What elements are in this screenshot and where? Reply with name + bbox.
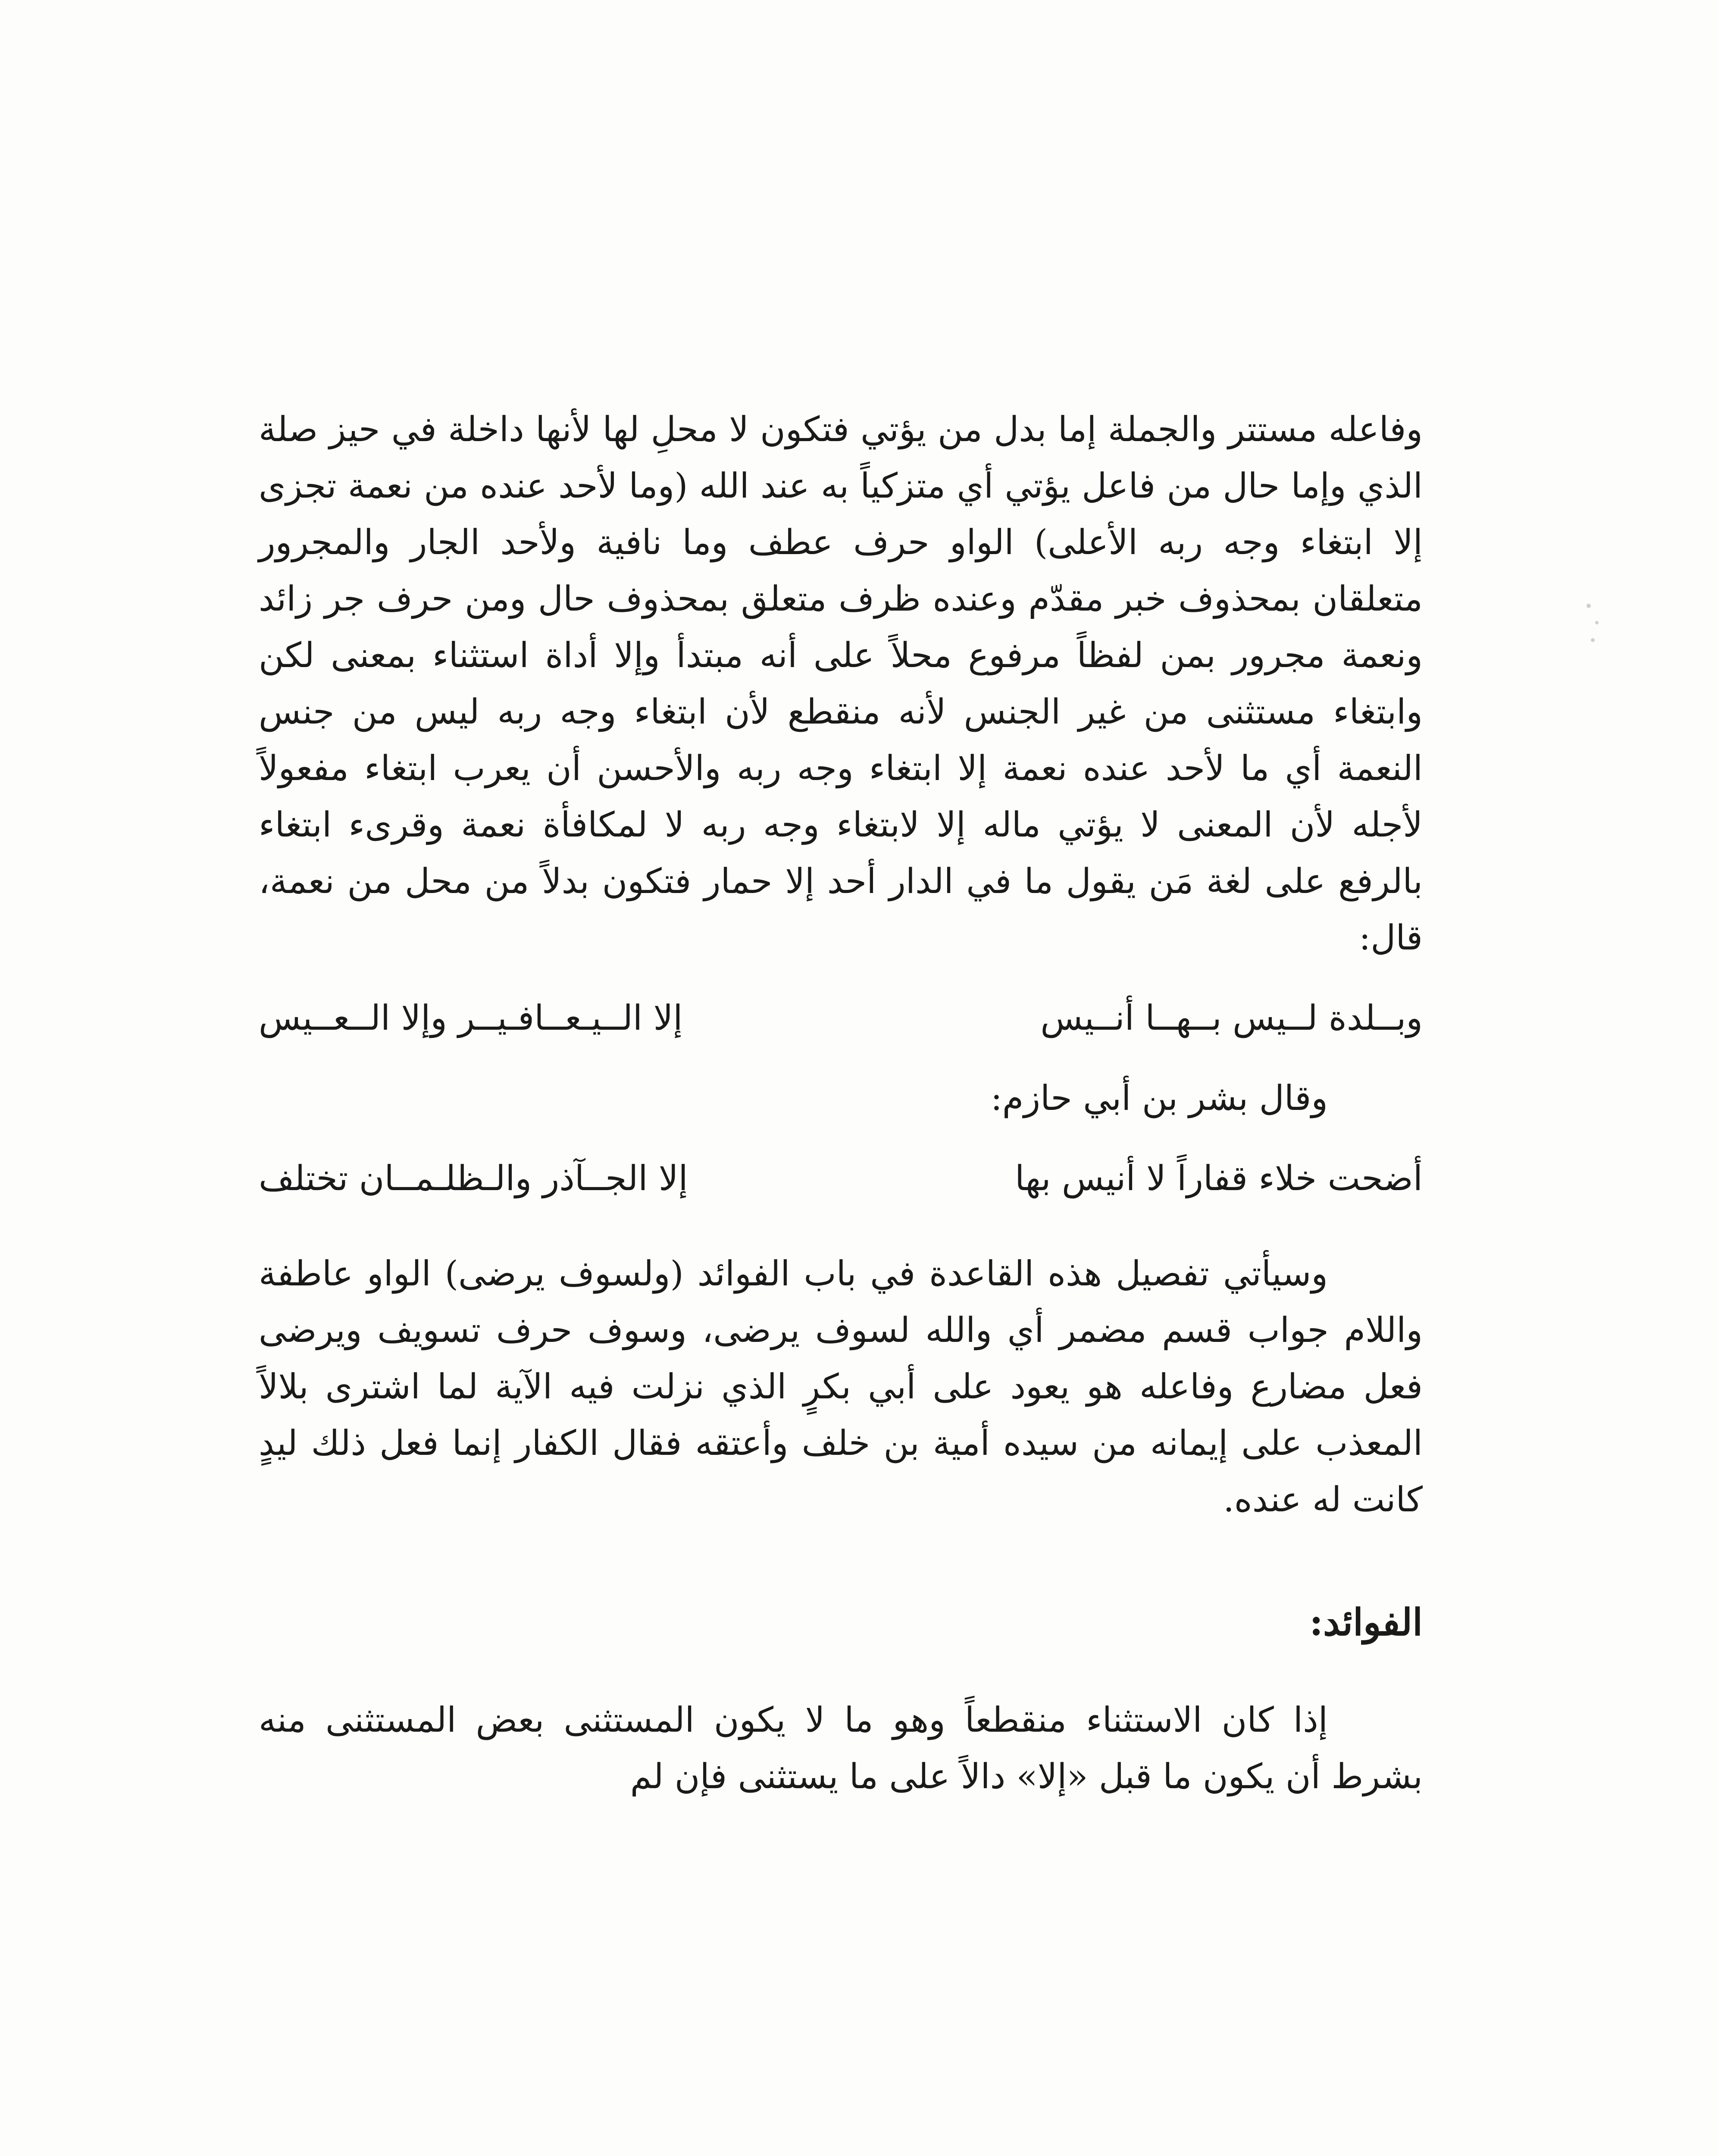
verse-line-2 <box>259 1150 1423 1206</box>
scan-speck <box>1591 638 1595 642</box>
section-heading: الفوائد: <box>1309 1601 1423 1644</box>
spacer <box>259 1046 1423 1070</box>
verse-line-1 <box>259 990 1423 1046</box>
spacer <box>259 1528 1423 1592</box>
verse-attribution: وقال بشر بن أبي حازم: <box>990 1078 1328 1118</box>
spacer <box>259 1653 1423 1692</box>
paragraph-grammar-analysis: وفاعله مستتر والجملة إما بدل من يؤتي فتكون لا محلِ لها لأنها داخلة في حيز صلة الذي وإما حال من فاعل يؤتي أي متزكياً به عند الله (وما لأحد عنده من نعمة تجزى إلا ابتغاء وجه ربه الأعلى) الواو حرف عطف وما نافية ولأحد الجار والمجرور متعلقان بمحذوف خبر مقدّم وعنده ظرف متعلق بمحذوف حال ومن حرف جر زائد ونعمة مجرور بمن لفظاً مرفوع محلاً على أنه مبتدأ وإلا أداة استثناء بمعنى لكن وابتغاء مستثنى من غير الجنس لأنه منقطع لأن ابتغاء وجه ربه ليس من جنس النعمة أي ما لأحد عنده نعمة إلا ابتغاء وجه ربه والأحسن أن يعرب ابتغاء مفعولاً لأجله لأن المعنى لا يؤتي ماله إلا لابتغاء وجه ربه لا لمكافأة نعمة وقرىء ابتغاء بالرفع على لغة مَن يقول ما في الدار أحد إلا حمار فتكون بدلاً من محل من نعمة، قال: <box>259 409 1423 958</box>
verse-2-first-hemistich: أضحت خلاء قفاراً لا أنيس بها <box>1014 1158 1423 1198</box>
verse-1-first-hemistich: وبــلدة لــيس بــهــا أنــيس <box>1040 998 1423 1038</box>
paragraph-benefits: إذا كان الاستثناء منقطعاً وهو ما لا يكون المستثنى بعض المستثنى منه بشرط أن يكون ما قبل «إلا» دالاً على ما يستثنى فإن لم <box>259 1700 1423 1796</box>
spacer <box>259 966 1423 990</box>
scan-speck <box>1595 621 1599 624</box>
verse-1-second-hemistich: إلا الــيـعــافـيــر وإلا الــعــيس <box>259 998 683 1038</box>
spacer <box>259 1206 1423 1245</box>
spacer <box>259 1126 1423 1150</box>
page-body <box>259 401 1423 1805</box>
paragraph-rule-detail: وسيأتي تفصيل هذه القاعدة في باب الفوائد (ولسوف يرضى) الواو عاطفة واللام جواب قسم مضمر أي والله لسوف يرضى، وسوف حرف تسويف ويرضى فعل مضارع وفاعله هو يعود على أبي بكرٍ الذي نزلت فيه الآية لما اشترى بلالاً المعذب على إيمانه من سيده أمية بن خلف وأعتقه فقال الكفار إنما فعل ذلك ليدٍ كانت له عنده. <box>259 1253 1423 1520</box>
scan-speck <box>1587 604 1591 608</box>
verse-2-second-hemistich: إلا الجــآذر والـظلـمــان تختلف <box>259 1158 688 1198</box>
